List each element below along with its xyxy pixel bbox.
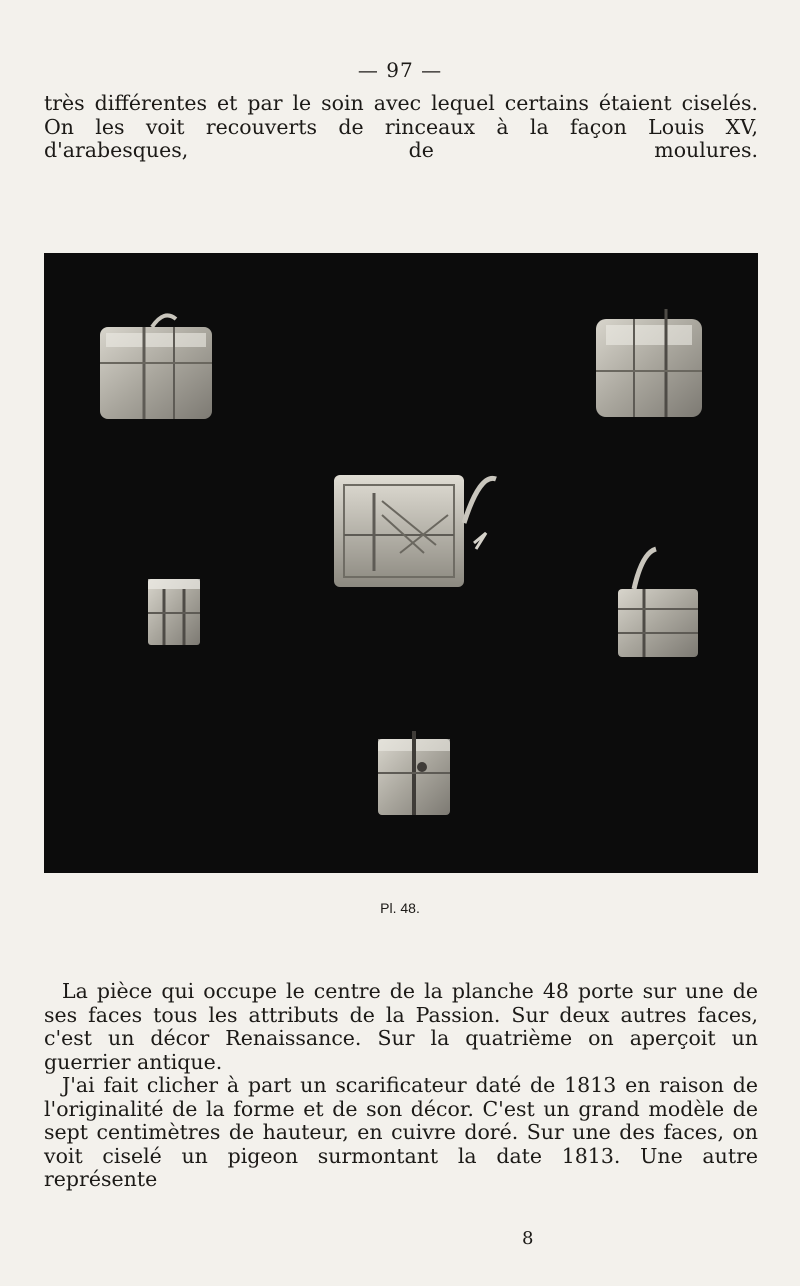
scarificator-middle-right [618,549,698,657]
bottom-text [44,980,758,1192]
plate-objects-svg [44,253,758,873]
plate-photograph [44,253,758,873]
scarificator-center-passion [334,475,496,587]
paragraph-scarificateur: J'ai fait clicher à part un scarificateur daté de 1813 en raison de l'originalité de la forme et de son décor. C'est un grand modèle de sept centimètres de hauteur, en cuivre doré. Sur une des faces, on voit ciselé un pigeon surmontant la date 1813. Une autre représente [44,1073,758,1191]
top-paragraph [44,92,758,163]
top-paragraph-text: très différentes et par le soin avec lequel certains étaient ciselés. On les voit recouverts de rinceaux à la façon Louis XV, d'arabesques, de moulures. [44,91,758,162]
plate-caption: Pl. 48. [380,900,420,916]
scarificator-top-left [100,315,212,419]
scarificator-middle-left [148,579,200,645]
scarificator-top-right [596,309,702,417]
page-number: — 97 — [357,58,443,82]
paragraph-passion: La pièce qui occupe le centre de la planche 48 porte sur une de ses faces tous les attributs de la Passion. Sur deux autres faces, c'est un décor Renaissance. Sur la quatrième on aperçoit un guerrier antique. [44,979,758,1074]
signature-mark: 8 [522,1228,534,1249]
scarificator-bottom-center [378,731,450,815]
